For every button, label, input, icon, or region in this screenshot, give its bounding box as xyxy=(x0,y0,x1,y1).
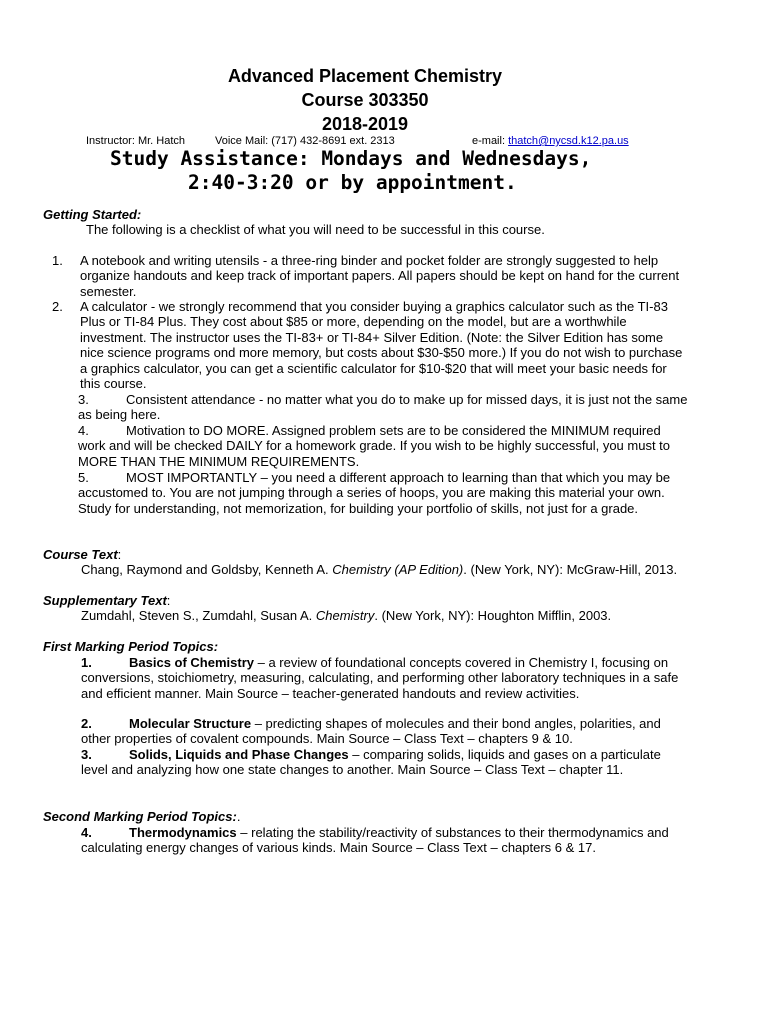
course-text-heading xyxy=(43,547,121,562)
instructor-name: Instructor: Mr. Hatch xyxy=(86,135,186,147)
getting-started-heading: Getting Started: xyxy=(43,207,142,222)
supplementary-text-citation xyxy=(81,608,701,623)
topic-number: 2. xyxy=(81,716,92,731)
supplementary-text-publisher: . (New York, NY): Houghton Mifflin, 2003. xyxy=(374,608,612,623)
second-marking-period-heading xyxy=(43,809,240,824)
study-assistance-line1: Study Assistance: Mondays and Wednesdays, xyxy=(110,147,592,170)
course-text-authors: Chang, Raymond and Goldsby, Kenneth A. xyxy=(81,562,333,577)
supplementary-text-authors: Zumdahl, Steven S., Zumdahl, Susan A. xyxy=(81,608,316,623)
supplementary-text-heading xyxy=(43,593,170,608)
topic-description: – predicting shapes of molecules and their bond angles, polarities, and other properties of covalent compounds. Main Source – Class Text – chapters 9 & 10. xyxy=(81,716,661,747)
course-text-publisher: . (New York, NY): McGraw-Hill, 2013. xyxy=(463,562,678,577)
list-item-text: MOST IMPORTANTLY – you need a different approach to learning than that which you may be accustomed to. You are not jumping through a series of hoops, you are making this material your own. Study for understanding, not memorization, for building your portfolio of skills, not just for a grade. xyxy=(78,470,671,516)
topic-name: Molecular Structure xyxy=(129,716,252,731)
course-title: Advanced Placement Chemistry xyxy=(227,66,503,86)
course-number: Course 303350 xyxy=(301,90,429,110)
list-item-number: 2. xyxy=(52,299,63,314)
list-item: A calculator - we strongly recommend that you consider buying a graphics calculator such as the TI-83 Plus or TI-84 Plus. They cost about $85 or more, depending on the model, but are a worthwhile investment. The instructor uses the TI-83+ or TI-84+ Silver Edition. (Note: the Silver Edition has some nice science programs ond more memory, but costs about $30-$50 more.) If you do not wish to purchase a graphics calculator, you can get a scientific calculator for $10-$20 that will meet your basic needs for this course. xyxy=(80,299,683,392)
course-text-citation xyxy=(81,562,701,577)
topic-number: 3. xyxy=(81,747,92,762)
topic-item xyxy=(81,655,689,701)
list-item-number: 4. xyxy=(78,423,89,438)
list-item xyxy=(78,470,690,516)
topic-name: Solids, Liquids and Phase Changes xyxy=(129,747,349,762)
voice-mail: Voice Mail: (717) 432-8691 ext. 2313 xyxy=(215,135,395,147)
topic-description: – relating the stability/reactivity of substances to their thermodynamics and calculating energy changes of various kinds. Main Source – Class Text – chapters 6 & 17. xyxy=(81,825,669,856)
study-assistance-line2: 2:40-3:20 or by appointment. xyxy=(188,171,517,194)
email-link[interactable]: thatch@nycsd.k12.pa.us xyxy=(508,135,629,147)
getting-started-intro: The following is a checklist of what you will need to be successful in this course. xyxy=(86,222,545,237)
topic-item xyxy=(81,825,689,856)
supplementary-text-colon: : xyxy=(166,593,171,608)
topic-description: – comparing solids, liquids and gases on a particulate level and analyzing how one state changes to another. Main Source – Class Text – chapter 11. xyxy=(81,747,661,778)
school-year: 2018-2019 xyxy=(321,114,409,134)
email-label: e-mail: xyxy=(472,135,509,147)
second-marking-period-trail: . xyxy=(236,809,241,824)
course-text-book: Chemistry (AP Edition) xyxy=(332,562,464,577)
list-item xyxy=(78,392,690,423)
first-marking-period-heading: First Marking Period Topics: xyxy=(43,639,219,654)
supplementary-text-label: Supplementary Text xyxy=(43,593,167,608)
list-item-number: 3. xyxy=(78,392,89,407)
supplementary-text-book: Chemistry xyxy=(315,608,375,623)
topic-number: 4. xyxy=(81,825,92,840)
list-item: A notebook and writing utensils - a three-ring binder and pocket folder are strongly suggested to help organize handouts and keep track of important papers. All papers should be kept on hand for the current semester. xyxy=(80,253,680,299)
topic-description: – a review of foundational concepts covered in Chemistry I, focusing on conversions, stoichiometry, measuring, calculating, and performing other laboratory techniques in a safe and efficient manner. Main Source – teacher-generated handouts and review activities. xyxy=(81,655,679,701)
list-item-number: 5. xyxy=(78,470,89,485)
topic-name: Thermodynamics xyxy=(129,825,237,840)
topic-name: Basics of Chemistry xyxy=(129,655,254,670)
topic-item xyxy=(81,716,689,747)
second-marking-period-label: Second Marking Period Topics: xyxy=(43,809,237,824)
topic-number: 1. xyxy=(81,655,92,670)
list-item xyxy=(78,423,690,469)
list-item-text: Consistent attendance - no matter what you do to make up for missed days, it is just not the same as being here. xyxy=(78,392,688,423)
list-item-number: 1. xyxy=(52,253,63,268)
list-item-text: Motivation to DO MORE. Assigned problem sets are to be considered the MINIMUM required work and will be checked DAILY for a homework grade. If you wish to be highly successful, you must to MORE THAN THE MINIMUM REQUIREMENTS. xyxy=(78,423,671,469)
topic-item xyxy=(81,747,689,778)
course-text-label: Course Text xyxy=(43,547,118,562)
course-text-colon: : xyxy=(117,547,122,562)
